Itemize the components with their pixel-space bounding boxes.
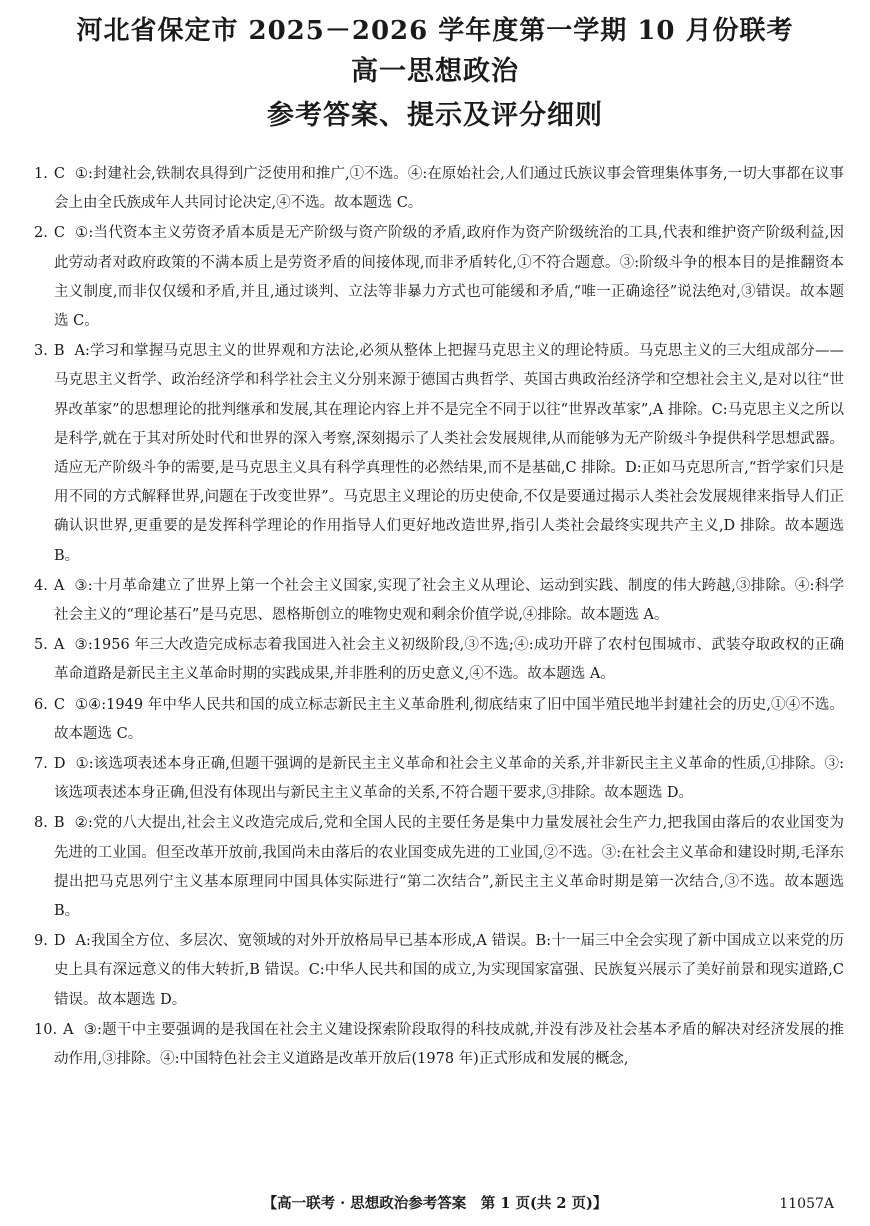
answer-number: 2.	[34, 225, 48, 242]
answer-choice: D	[53, 756, 66, 773]
answer-explanation: ③:1956 年三大改造完成标志着我国进入社会主义初级阶段,③不选;④:成功开辟了农村包围城市、武装夺取政权的正确革命道路是新民主主义革命时期的实践成果,并非胜利的历史意义,④不选。故本题选 A。	[54, 637, 844, 683]
answer-choice: A	[53, 577, 65, 594]
answer-item	[34, 572, 844, 630]
answer-choice: B	[53, 343, 65, 360]
answer-choice: B	[53, 815, 65, 832]
answer-explanation: A:学习和掌握马克思主义的世界观和方法论,必须从整体上把握马克思主义的理论特质。马克思主义的三大组成部分——马克思主义哲学、政治经济学和科学社会主义分别来源于德国古典哲学、英国古典政治经济学和空想社会主义,是对以往“世界改革家”的思想理论的批判继承和发展,其在理论内容上并不是完全不同于以往“世界改革家”,A 排除。C:马克思主义之所以是科学,就在于其对所处时代和世界的深入考察,深刻揭示了人类社会发展规律,从而能够为无产阶级斗争提供科学思想武器。适应无产阶级斗争的需要,是马克思主义具有科学真理性的必然结果,而不是基础,C 排除。D:正如马克思所言,“哲学家们只是用不同的方式解释世界,问题在于改变世界”。马克思主义理论的历史使命,不仅是要通过揭示人类社会发展规律来指导人们正确认识世界,更重要的是发挥科学理论的作用指导人们更好地改造世界,指引人类社会最终实现共产主义,D 排除。故本题选 B。	[54, 343, 844, 564]
answer-explanation: ①:该选项表述本身正确,但题干强调的是新民主主义革命和社会主义革命的关系,并非新民主主义革命的性质,①排除。③:该选项表述本身正确,但没有体现出与新民主主义革命的关系,不符合题干要求,③排除。故本题选 D。	[54, 756, 844, 802]
answer-number: 10.	[34, 1021, 58, 1038]
answer-item	[34, 631, 844, 689]
answer-explanation: ①:当代资本主义劳资矛盾本质是无产阶级与资产阶级的矛盾,政府作为资产阶级统治的工具,代表和维护资产阶级利益,因此劳动者对政府政策的不满本质上是劳资矛盾的间接体现,而非矛盾转化,①不符合题意。③:阶级斗争的根本目的是推翻资本主义制度,而非仅仅缓和矛盾,并且,通过谈判、立法等非暴力方式也可能缓和矛盾,“唯一正确途径”说法绝对,③错误。故本题选 C。	[54, 225, 844, 330]
answer-item	[34, 219, 844, 336]
answer-list	[34, 160, 844, 1075]
answer-choice: C	[53, 166, 65, 182]
answer-number: 3.	[34, 343, 48, 360]
answer-choice: D	[53, 933, 66, 950]
answer-explanation: A:我国全方位、多层次、宽领域的对外开放格局早已基本形成,A 错误。B:十一届三中全会实现了新中国成立以来党的历史上具有深远意义的伟大转折,B 错误。C:中华人民共和国的成立,为实现国家富强、民族复兴展示了美好前景和现实道路,C 错误。故本题选 D。	[54, 933, 844, 1008]
answer-item	[34, 337, 844, 571]
answer-explanation: ①④:1949 年中华人民共和国的成立标志新民主主义革命胜利,彻底结束了旧中国半殖民地半封建社会的历史,①④不选。故本题选 C。	[54, 696, 844, 742]
answer-choice: A	[53, 637, 65, 654]
answer-item	[34, 809, 844, 926]
answer-number: 8.	[34, 815, 48, 832]
answer-item	[34, 160, 844, 218]
document-code: 11057A	[779, 1196, 834, 1212]
answer-explanation: ③:题干中主要强调的是我国在社会主义建设探索阶段取得的科技成就,并没有涉及社会基本矛盾的解决对经济发展的推动作用,③排除。④:中国特色社会主义道路是改革开放后(1978 年)正式形成和发展的概念,	[54, 1021, 844, 1068]
page-footer	[0, 1190, 870, 1220]
answer-choice: C	[53, 696, 65, 713]
answer-explanation: ②:党的八大提出,社会主义改造完成后,党和全国人民的主要任务是集中力量发展社会生产力,把我国由落后的农业国变为先进的工业国。但至改革开放前,我国尚未由落后的农业国变成先进的工业国,②不选。③:在社会主义革命和建设时期,毛泽东提出把马克思列宁主义基本原理同中国具体实际进行“第二次结合”,新民主主义革命时期是第一次结合,③不选。故本题选 B。	[54, 815, 844, 920]
answer-item	[34, 1016, 844, 1074]
answer-number: 7.	[34, 756, 48, 773]
answer-number: 4.	[34, 577, 48, 594]
answer-choice: C	[53, 225, 65, 242]
answer-explanation: ①:封建社会,铁制农具得到广泛使用和推广,①不选。④:在原始社会,人们通过氏族议事会管理集体事务,一切大事都在议事会上由全氏族成年人共同讨论决定,④不选。故本题选 C。	[54, 166, 844, 212]
footer-page-label: 【高一联考 · 思想政治参考答案 第 1 页(共 2 页)】	[262, 1195, 608, 1212]
answer-choice: A	[63, 1021, 74, 1038]
answer-item	[34, 927, 844, 1015]
answer-number: 1.	[34, 166, 48, 182]
answer-explanation: ③:十月革命建立了世界上第一个社会主义国家,实现了社会主义从理论、运动到实践、制度的伟大跨越,③排除。④:科学社会主义的“理论基石”是马克思、恩格斯创立的唯物史观和剩余价值学说,④排除。故本题选 A。	[54, 577, 844, 624]
document-subtitle: 参考答案、提示及评分细则	[267, 100, 603, 131]
answer-item	[34, 691, 844, 749]
answer-number: 6.	[34, 696, 48, 713]
answer-number: 5.	[34, 637, 48, 654]
answer-item	[34, 750, 844, 808]
document-subject: 高一思想政治	[351, 56, 519, 87]
document-title: 河北省保定市 2025－2026 学年度第一学期 10 月份联考	[76, 16, 794, 46]
answer-number: 9.	[34, 933, 48, 950]
